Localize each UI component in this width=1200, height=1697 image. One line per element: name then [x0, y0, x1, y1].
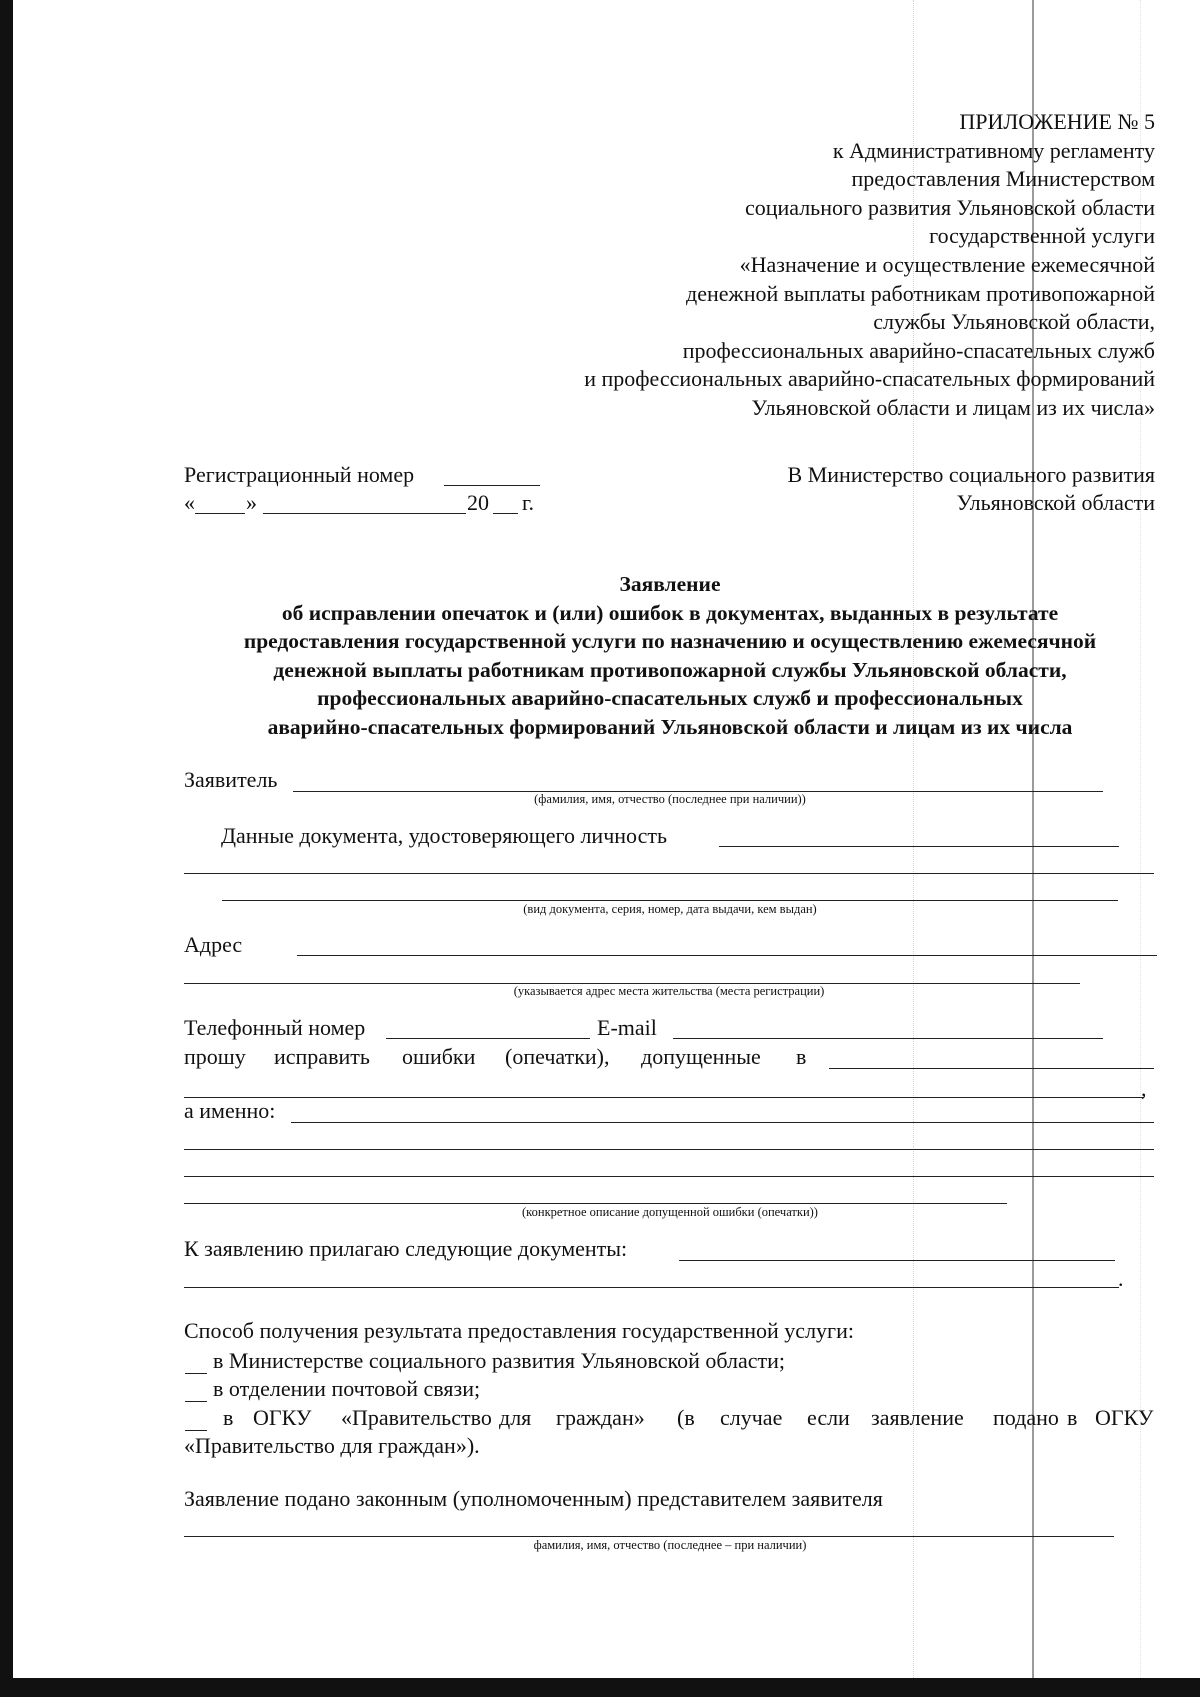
error-description-caption: (конкретное описание допущенной ошибки (опечатки)): [522, 1205, 818, 1219]
id-document-field-line2[interactable]: [184, 873, 1154, 874]
comma: ,: [1141, 1076, 1147, 1101]
attachments-field-line2[interactable]: [184, 1287, 1119, 1288]
option-ogku-word: если: [807, 1405, 850, 1430]
namely-label: а именно:: [184, 1098, 276, 1123]
request-word: в: [796, 1044, 807, 1069]
scan-border-left: [0, 0, 13, 1697]
address-label: Адрес: [184, 932, 243, 957]
applicant-caption: (фамилия, имя, отчество (последнее при наличии)): [534, 792, 806, 806]
id-document-caption: (вид документа, серия, номер, дата выдачи, кем выдан): [523, 902, 817, 916]
request-word: исправить: [274, 1044, 370, 1069]
option-post-label: в отделении почтовой связи;: [213, 1376, 481, 1401]
document-title: [175, 570, 1165, 741]
appendix-line: социального развития Ульяновской области: [744, 194, 1155, 220]
option-ogku-word: для: [499, 1405, 532, 1430]
document-title-line: денежной выплаты работникам противопожарной службы Ульяновской области,: [273, 657, 1067, 682]
document-reference-field-line2[interactable]: [184, 1097, 1144, 1098]
document-title-line: аварийно-спасательных формирований Ульяновской области и лицам из их числа: [267, 714, 1073, 739]
appendix-line: профессиональных аварийно-спасательных служб: [682, 337, 1155, 363]
registration-number-label: Регистрационный номер: [184, 462, 415, 487]
document-title-heading: Заявление: [619, 572, 721, 596]
representative-field[interactable]: [184, 1536, 1114, 1537]
request-word: (опечатки),: [505, 1044, 610, 1069]
appendix-header: [455, 108, 1155, 423]
address-caption: (указывается адрес места жительства (места регистрации): [513, 984, 825, 998]
option-ogku-word: в: [1067, 1405, 1078, 1430]
appendix-line: предоставления Министерством: [851, 166, 1155, 192]
date-month-field[interactable]: [263, 513, 466, 514]
id-document-field-line3[interactable]: [222, 900, 1118, 901]
option-ministry-checkbox[interactable]: [185, 1373, 207, 1374]
request-word: ошибки: [402, 1044, 476, 1069]
option-ogku-word: в: [223, 1405, 234, 1430]
appendix-line: Ульяновской области и лицам из их числа»: [751, 394, 1155, 420]
year-prefix: 20: [467, 490, 489, 515]
address-field[interactable]: [297, 955, 1157, 956]
attachments-label: К заявлению прилагаю следующие документы:: [184, 1236, 628, 1261]
option-ogku-word: «Правительство: [341, 1405, 492, 1430]
error-description-field-line3[interactable]: [184, 1176, 1154, 1177]
option-ministry-label: в Министерстве социального развития Ульяновской области;: [213, 1348, 785, 1373]
appendix-line: государственной услуги: [929, 223, 1155, 249]
appendix-line: и профессиональных аварийно-спасательных формирований: [584, 366, 1155, 392]
error-description-field[interactable]: [291, 1122, 1154, 1123]
date-open-quote: «: [184, 490, 195, 515]
option-ogku-checkbox[interactable]: [185, 1430, 207, 1431]
option-ogku-continuation: «Правительство для граждан»).: [184, 1433, 480, 1458]
representative-caption: фамилия, имя, отчество (последнее – при наличии): [533, 1538, 807, 1552]
id-document-field[interactable]: [719, 846, 1119, 847]
request-word: допущенные: [641, 1044, 761, 1069]
date-year-field[interactable]: [493, 513, 518, 514]
period: .: [1118, 1266, 1124, 1291]
representative-label: Заявление подано законным (уполномоченным) представителем заявителя: [184, 1486, 883, 1511]
appendix-line: ПРИЛОЖЕНИЕ № 5: [959, 109, 1155, 134]
option-ogku-word: случае: [720, 1405, 783, 1430]
email-field[interactable]: [673, 1038, 1103, 1039]
scan-border-bottom: [0, 1678, 1200, 1697]
registration-number-field[interactable]: [444, 485, 540, 486]
applicant-label: Заявитель: [184, 767, 278, 792]
option-ogku-word: ОГКУ: [1095, 1405, 1154, 1430]
date-close-quote: »: [246, 490, 257, 515]
document-reference-field[interactable]: [829, 1068, 1154, 1069]
receipt-method-label: Способ получения результата предоставления государственной услуги:: [184, 1318, 854, 1343]
appendix-line: службы Ульяновской области,: [873, 309, 1155, 335]
email-label: E-mail: [597, 1015, 657, 1040]
addressee-line: В Министерство социального развития: [787, 462, 1155, 487]
option-ogku-word: граждан»: [556, 1405, 645, 1430]
appendix-line: денежной выплаты работникам противопожарной: [686, 280, 1155, 306]
document-title-line: профессиональных аварийно-спасательных служб и профессиональных: [317, 686, 1023, 710]
error-description-field-line2[interactable]: [184, 1149, 1154, 1150]
id-document-label: Данные документа, удостоверяющего личность: [221, 823, 668, 848]
year-suffix: г.: [522, 490, 535, 515]
appendix-line: к Административному регламенту: [832, 137, 1155, 163]
phone-label: Телефонный номер: [184, 1015, 366, 1040]
appendix-line: «Назначение и осуществление ежемесячной: [739, 251, 1155, 277]
date-day-field[interactable]: [195, 513, 245, 514]
option-ogku-word: заявление: [871, 1405, 964, 1430]
error-description-field-line4[interactable]: [184, 1203, 1007, 1204]
phone-field[interactable]: [386, 1038, 590, 1039]
option-ogku-word: (в: [677, 1405, 695, 1430]
addressee-line: Ульяновской области: [956, 490, 1155, 515]
option-ogku-word: ОГКУ: [253, 1405, 312, 1430]
document-title-line: об исправлении опечаток и (или) ошибок в документах, выданных в результате: [281, 600, 1059, 625]
option-ogku-word: подано: [993, 1405, 1059, 1430]
attachments-field[interactable]: [679, 1260, 1115, 1261]
document-title-line: предоставления государственной услуги по назначению и осуществлению ежемесячной: [243, 629, 1097, 653]
request-word: прошу: [184, 1044, 246, 1069]
option-post-checkbox[interactable]: [185, 1401, 207, 1402]
